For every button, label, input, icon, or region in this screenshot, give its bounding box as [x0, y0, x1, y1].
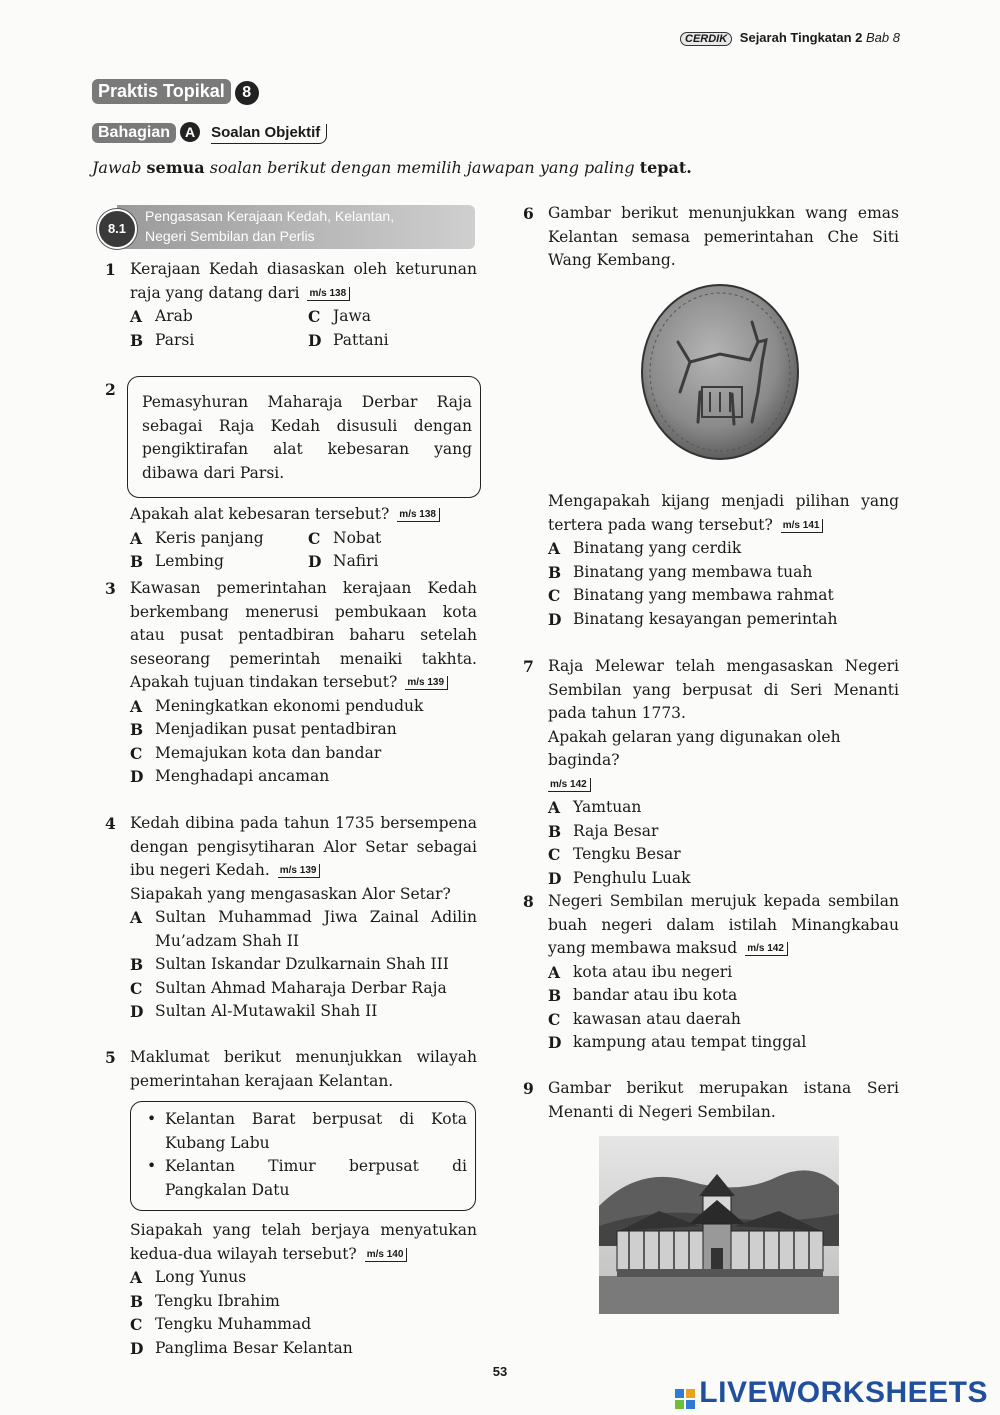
question-number: 7	[523, 657, 534, 676]
option-letter: A	[548, 539, 561, 558]
option-a[interactable]	[130, 527, 298, 551]
question-number: 3	[105, 579, 116, 598]
question-stem: Raja Melewar telah mengasaskan Negeri Sembilan yang berpusat di Seri Menanti pada tahun 1773.	[548, 657, 899, 722]
option-letter: A	[130, 1268, 143, 1287]
question-prompt	[548, 490, 899, 537]
option-text: Raja Besar	[573, 821, 659, 840]
option-text: Binatang yang membawa rahmat	[573, 586, 834, 604]
option-letter: C	[308, 307, 321, 326]
question-9	[523, 1077, 899, 1124]
option-letter: D	[130, 767, 144, 786]
instruction-semua: semua	[146, 158, 205, 177]
option-a[interactable]	[130, 695, 477, 719]
option-text: kawasan atau daerah	[573, 1009, 741, 1028]
option-letter: D	[548, 1033, 562, 1052]
option-c[interactable]	[548, 843, 899, 867]
option-text: Parsi	[155, 330, 195, 349]
option-letter: C	[130, 743, 143, 763]
option-b[interactable]	[130, 1290, 477, 1314]
option-text: Sultan Ahmad Maharaja Derbar Raja	[155, 978, 447, 997]
question-7	[523, 655, 899, 890]
page-ref: m/s 138	[307, 287, 350, 301]
options	[130, 695, 477, 789]
question-stem: Gambar berikut merupakan istana Seri Menanti di Negeri Sembilan.	[548, 1079, 899, 1121]
option-b[interactable]	[548, 561, 899, 585]
option-d[interactable]	[548, 1031, 899, 1055]
question-prompt: Apakah gelaran yang digunakan oleh baginda?	[548, 727, 841, 769]
instruction-text	[92, 158, 692, 177]
page-number: 53	[492, 1364, 508, 1379]
option-text: Sultan Iskandar Dzulkarnain Shah III	[155, 955, 449, 973]
watermark-text: LIVEWORKSHEETS	[699, 1376, 988, 1409]
option-letter: A	[130, 528, 143, 548]
option-b[interactable]	[130, 329, 298, 353]
option-letter: B	[130, 955, 144, 974]
option-letter: A	[548, 962, 561, 982]
question-8	[523, 890, 899, 1055]
section-title-line2: Negeri Sembilan dan Perlis	[145, 228, 315, 244]
option-a[interactable]	[548, 961, 899, 985]
option-letter: C	[130, 978, 143, 998]
option-b[interactable]	[548, 820, 899, 844]
option-c[interactable]	[130, 977, 477, 1001]
option-letter: D	[548, 868, 562, 888]
stimulus-item: • Kelantan Barat berpusat di Kota Kubang Labu	[165, 1108, 467, 1155]
option-letter: A	[548, 798, 561, 817]
option-letter: A	[130, 696, 143, 716]
prompt-text: Mengapakah kijang menjadi pilihan yang tertera pada wang tersebut?	[548, 492, 899, 534]
stimulus-list	[131, 1108, 467, 1202]
option-letter: A	[130, 908, 143, 927]
page-ref: m/s 139	[405, 676, 448, 690]
option-a[interactable]	[130, 305, 298, 329]
section-number-badge: 8.1	[97, 209, 137, 249]
option-letter: C	[130, 1315, 143, 1334]
question-number: 6	[523, 204, 534, 223]
question-5	[105, 1046, 477, 1360]
praktis-label: Praktis Topikal	[92, 79, 231, 104]
praktis-topikal-title	[92, 79, 259, 105]
option-text: Menghadapi ancaman	[155, 767, 330, 785]
page-ref-line	[548, 773, 899, 797]
liveworksheets-logo-icon	[675, 1389, 695, 1409]
option-letter: D	[548, 609, 562, 629]
prompt-text: Siapakah yang telah berjaya menyatukan kedua-dua wilayah tersebut?	[130, 1221, 477, 1263]
option-d[interactable]	[130, 765, 477, 789]
option-d[interactable]	[308, 329, 477, 353]
bahagian-heading	[92, 122, 327, 143]
option-letter: B	[130, 720, 144, 739]
page-ref: m/s 139	[278, 864, 321, 878]
option-c[interactable]	[548, 584, 899, 608]
stimulus-box	[130, 1101, 476, 1211]
question-number: 2	[105, 380, 116, 399]
option-d[interactable]	[308, 550, 477, 574]
option-text: Yamtuan	[573, 798, 642, 816]
option-text: Lembing	[155, 552, 224, 570]
option-text: Tengku Ibrahim	[155, 1291, 280, 1310]
stimulus-text: Pemasyhuran Maharaja Derbar Raja sebagai Raja Kedah disusuli dengan pengiktirafan alat kebesaran yang dibawa dari Parsi.	[142, 393, 472, 482]
option-text: Binatang yang cerdik	[573, 539, 742, 557]
option-text: Nobat	[333, 528, 382, 547]
option-b[interactable]	[548, 984, 899, 1008]
topic-number-badge: 8	[235, 81, 259, 105]
option-letter: D	[308, 552, 322, 571]
instruction-tepat: tepat.	[639, 158, 692, 177]
option-text: Arab	[155, 307, 193, 325]
section-title	[145, 206, 394, 246]
question-stem	[130, 258, 477, 305]
question-stem	[548, 890, 899, 961]
stem-text: Kerajaan Kedah diasaskan oleh keturunan raja yang datang dari	[130, 260, 477, 302]
option-letter: B	[548, 986, 562, 1005]
section-title-line1: Pengasasan Kerajaan Kedah, Kelantan,	[145, 208, 395, 224]
options	[548, 537, 899, 631]
option-text: Tengku Besar	[573, 845, 681, 863]
option-letter: C	[308, 528, 321, 548]
option-a[interactable]	[548, 537, 899, 561]
option-text: kota atau ibu negeri	[573, 962, 733, 981]
option-d[interactable]	[548, 608, 899, 632]
stem-text: Negeri Sembilan merujuk kepada sembilan buah negeri dalam istilah Minangkabau yang membawa maksud	[548, 892, 899, 957]
option-letter: D	[130, 1002, 144, 1021]
question-number: 4	[105, 814, 116, 833]
option-text: Jawa	[333, 307, 371, 325]
option-c[interactable]	[130, 742, 477, 766]
question-prompt: Siapakah yang mengasaskan Alor Setar?	[130, 884, 451, 903]
question-6	[523, 202, 899, 273]
liveworksheets-watermark	[675, 1376, 988, 1410]
question-4	[105, 812, 477, 1024]
question-number: 8	[523, 892, 534, 911]
option-d[interactable]	[130, 1337, 477, 1361]
bahagian-letter-badge: A	[180, 122, 200, 142]
option-letter: B	[548, 821, 562, 841]
chapter-label: Bab 8	[866, 30, 900, 45]
options	[130, 906, 477, 1024]
instruction-jawab: Jawab	[92, 158, 142, 177]
option-text: Memajukan kota dan bandar	[155, 743, 382, 762]
option-text: Keris panjang	[155, 528, 264, 547]
question-3	[105, 577, 477, 789]
option-text: Nafiri	[333, 552, 379, 570]
options	[130, 527, 477, 574]
running-header	[680, 30, 900, 46]
option-text: Sultan Al-Mutawakil Shah II	[155, 1002, 378, 1020]
option-text: bandar atau ibu kota	[573, 986, 738, 1004]
stimulus-box	[127, 376, 481, 498]
options	[548, 961, 899, 1055]
options	[130, 305, 477, 352]
option-d[interactable]	[130, 1000, 477, 1024]
option-text: Binatang yang membawa tuah	[573, 562, 813, 581]
option-c[interactable]	[548, 1008, 899, 1032]
istana-seri-menanti-image	[599, 1136, 839, 1314]
instruction-middle: soalan berikut dengan memilih jawapan yang paling	[209, 158, 635, 177]
options	[548, 796, 899, 890]
option-text: Menjadikan pusat pentadbiran	[155, 720, 397, 738]
option-a[interactable]	[130, 1266, 477, 1290]
option-a[interactable]	[130, 906, 477, 953]
option-letter: C	[548, 845, 561, 864]
book-title: Sejarah Tingkatan 2	[739, 30, 863, 45]
stem-text: Apakah alat kebesaran tersebut?	[130, 505, 390, 523]
page-ref: m/s 140	[365, 1248, 408, 1262]
page-ref: m/s 141	[781, 519, 824, 533]
question-stem	[130, 503, 477, 527]
question-stem	[130, 812, 477, 883]
page-ref: m/s 138	[397, 508, 440, 522]
option-b[interactable]	[130, 953, 477, 977]
option-letter: B	[130, 1291, 144, 1311]
option-letter: A	[130, 307, 143, 326]
option-text: Long Yunus	[155, 1268, 247, 1286]
stem-text: Kedah dibina pada tahun 1735 bersempena dengan pengisytiharan Alor Setar sebagai ibu negeri Kedah.	[130, 814, 477, 879]
option-text: Panglima Besar Kelantan	[155, 1338, 353, 1357]
option-text: Pattani	[333, 330, 389, 349]
question-number: 5	[105, 1048, 116, 1067]
option-letter: C	[548, 586, 561, 605]
option-c[interactable]	[130, 1313, 477, 1337]
question-stem	[130, 577, 477, 695]
bahagian-title: Soalan Objektif	[211, 124, 327, 144]
stimulus-item: • Kelantan Timur berpusat di Pangkalan Datu	[165, 1155, 467, 1202]
question-1	[105, 258, 477, 352]
option-letter: D	[308, 330, 322, 350]
option-letter: D	[130, 1338, 144, 1358]
option-letter: C	[548, 1009, 561, 1029]
page-ref: m/s 142	[745, 942, 788, 956]
option-c[interactable]	[308, 527, 477, 551]
option-text: Binatang kesayangan pemerintah	[573, 609, 838, 628]
section-banner	[97, 203, 477, 251]
question-6-continued	[523, 490, 899, 631]
question-stem: Gambar berikut menunjukkan wang emas Kelantan semasa pemerintahan Che Siti Wang Kembang.	[548, 204, 899, 269]
question-prompt	[130, 1219, 477, 1266]
stem-text: Kawasan pemerintahan kerajaan Kedah berkembang menerusi pembukaan kota atau pusat pentadbiran baharu setelah seseorang pemerintah menaiki takhta. Apakah tujuan tindakan tersebut?	[130, 579, 477, 691]
option-letter: B	[130, 552, 144, 571]
options	[130, 1266, 477, 1360]
option-d[interactable]	[548, 867, 899, 891]
option-letter: B	[548, 562, 562, 582]
question-number: 9	[523, 1079, 534, 1098]
option-a[interactable]	[548, 796, 899, 820]
option-b[interactable]	[130, 550, 298, 574]
option-text: kampung atau tempat tinggal	[573, 1033, 807, 1051]
option-text: Tengku Muhammad	[155, 1315, 312, 1333]
option-text: Sultan Muhammad Jiwa Zainal Adilin Mu’adzam Shah II	[155, 908, 477, 950]
option-text: Penghulu Luak	[573, 868, 691, 887]
publisher-logo: CERDIK	[680, 32, 732, 46]
page-ref: m/s 142	[548, 778, 591, 792]
bahagian-label: Bahagian	[92, 123, 176, 143]
question-stem: Maklumat berikut menunjukkan wilayah pemerintahan kerajaan Kelantan.	[130, 1048, 477, 1090]
option-text: Meningkatkan ekonomi penduduk	[155, 696, 424, 715]
option-b[interactable]	[130, 718, 477, 742]
question-number: 1	[105, 260, 116, 279]
option-c[interactable]	[308, 305, 477, 329]
gold-coin-image	[640, 282, 800, 462]
question-2	[105, 376, 477, 574]
option-letter: B	[130, 330, 144, 350]
